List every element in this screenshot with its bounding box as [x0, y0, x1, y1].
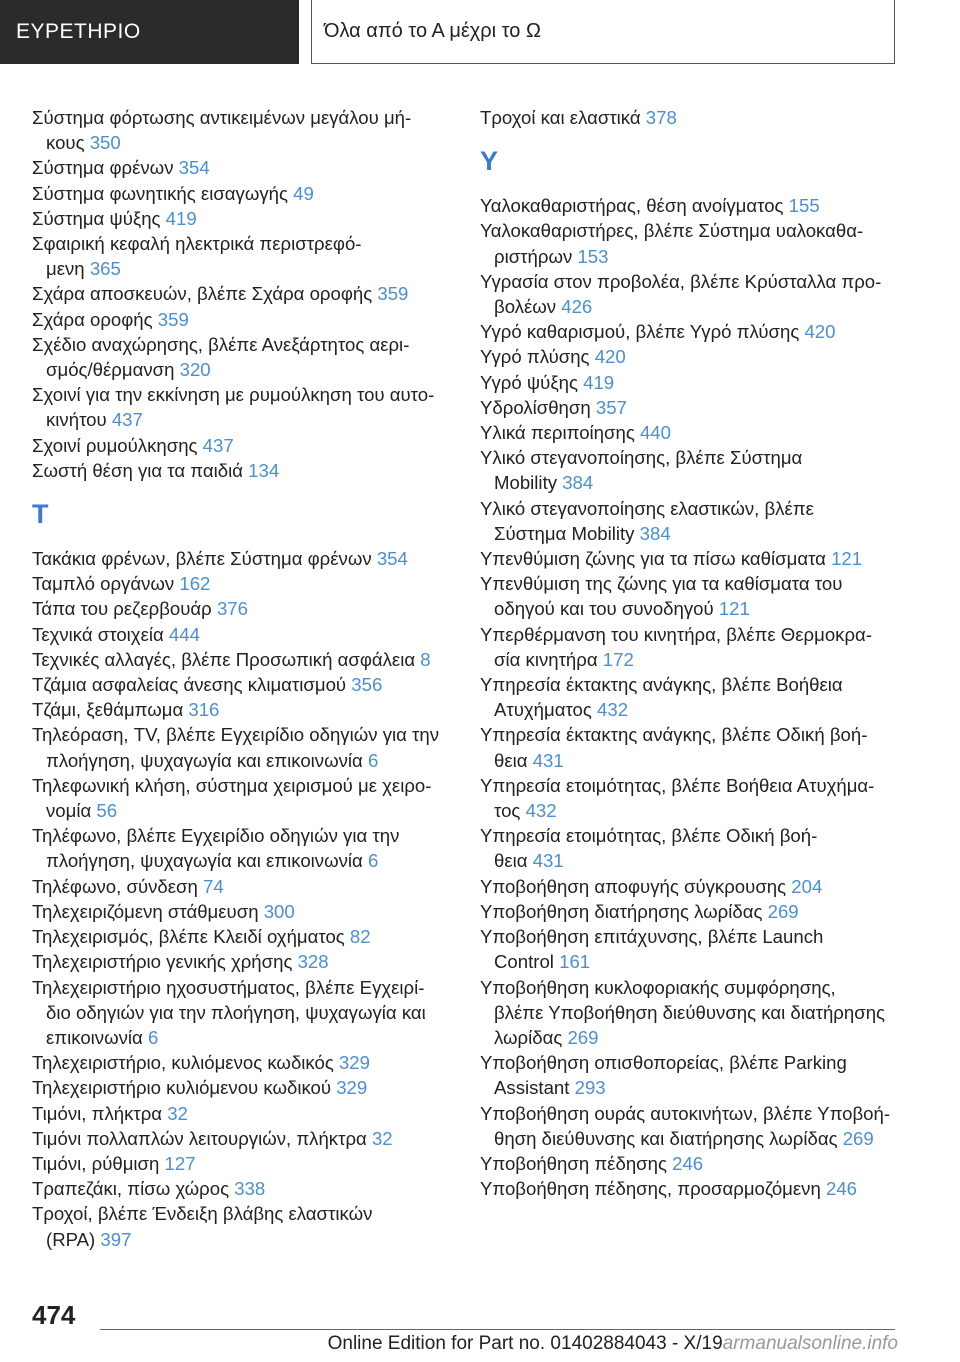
- page-reference-link[interactable]: 8: [420, 648, 431, 670]
- index-entry: [32, 1176, 452, 1201]
- page-reference-link[interactable]: 359: [157, 308, 189, 330]
- index-letter-heading: Τ: [32, 499, 49, 530]
- page-reference-link[interactable]: 354: [376, 548, 408, 570]
- entry-text: Σύστημα Mobility: [494, 522, 640, 544]
- page-reference-link[interactable]: 6: [367, 749, 379, 771]
- index-entry: [32, 823, 452, 873]
- entry-text: Υπηρεσία ετοιμότητας, βλέπε Βοήθεια Ατυχήμα-: [480, 774, 875, 796]
- entry-text: Σύστημα φωνητικής εισαγωγής: [32, 182, 294, 204]
- entry-text: Υποβοήθηση κυκλοφοριακής συμφόρησης,: [480, 976, 836, 998]
- index-entry: [480, 269, 900, 319]
- entry-text: επικοινωνία: [46, 1026, 148, 1048]
- index-entry: [32, 672, 452, 697]
- page-reference-link[interactable]: 431: [532, 850, 564, 872]
- page-reference-link[interactable]: 246: [672, 1152, 704, 1174]
- entry-text: Υποβοήθηση πέδησης, προσαρμοζόμενη: [480, 1178, 826, 1200]
- page-reference-link[interactable]: 437: [111, 409, 143, 431]
- page-reference-link[interactable]: 329: [338, 1052, 370, 1074]
- entry-text: κους: [46, 132, 90, 154]
- entry-text: τος: [494, 800, 526, 822]
- entry-text: βλέπε Υποβοήθηση διεύθυνσης και διατήρησης: [494, 1001, 885, 1023]
- entry-text: Σύστημα ψύξης: [32, 207, 166, 229]
- entry-text: Ατυχήματος: [494, 699, 598, 721]
- index-entry: [480, 370, 900, 395]
- index-entry: [480, 823, 900, 873]
- entry-text: Υαλοκαθαριστήρας, θέση ανοίγματος: [480, 195, 789, 217]
- page-reference-link[interactable]: 269: [842, 1127, 874, 1149]
- index-entry: [32, 155, 452, 180]
- entry-text: σμός/θέρμανση: [46, 359, 180, 381]
- entry-text: Τηλεχειριζόμενη στάθμευση: [32, 900, 264, 922]
- entry-text: θηση διεύθυνσης και διατήρησης λωρίδας: [494, 1127, 843, 1149]
- index-entry: [480, 496, 900, 546]
- index-entry: [32, 307, 452, 332]
- page-reference-link[interactable]: 420: [594, 346, 626, 368]
- index-entry: [32, 546, 452, 571]
- entry-text: Τιμόνι, πλήκτρα: [32, 1102, 168, 1124]
- entry-text: θεια: [494, 749, 533, 771]
- index-column-right: [480, 105, 900, 1201]
- entry-text: Υγρό πλύσης: [480, 346, 595, 368]
- index-entry: [480, 622, 900, 672]
- entry-text: σία κινητήρα: [494, 648, 603, 670]
- entry-text: Τάπα του ρεζερβουάρ: [32, 598, 217, 620]
- entry-text: Υποβοήθηση διατήρησης λωρίδας: [480, 900, 768, 922]
- entry-text: Σφαιρική κεφαλή ηλεκτρικά περιστρεφό-: [32, 233, 362, 255]
- index-entry: [480, 975, 900, 1051]
- entry-text: Τηλέφωνο, βλέπε Εγχειρίδιο οδηγιών για την: [32, 825, 400, 847]
- page-reference-link[interactable]: 32: [167, 1102, 188, 1124]
- entry-text: Σχέδιο αναχώρησης, βλέπε Ανεξάρτητος αερι-: [32, 333, 410, 355]
- index-entry: [32, 622, 452, 647]
- section-subtitle: Όλα από το Α μέχρι το Ω: [311, 0, 895, 64]
- index-entry: [32, 181, 452, 206]
- entry-text: Σχοινί ρυμούλκησης: [32, 434, 203, 456]
- page-reference-link[interactable]: 432: [597, 699, 629, 721]
- entry-text: νομία: [46, 800, 97, 822]
- index-entry: [32, 458, 452, 483]
- page-reference-link[interactable]: 300: [263, 900, 295, 922]
- page-reference-link[interactable]: 384: [562, 472, 594, 494]
- entry-text: Τηλεχειριστήριο γενικής χρήσης: [32, 951, 298, 973]
- index-entry: [480, 105, 900, 130]
- entry-text: Τζάμι, ξεθάμπωμα: [32, 699, 189, 721]
- index-entry: [480, 395, 900, 420]
- page-reference-link[interactable]: 82: [349, 926, 371, 948]
- page-reference-link[interactable]: 172: [602, 648, 634, 670]
- index-column-left: [32, 105, 452, 1252]
- page-reference-link[interactable]: 359: [377, 283, 409, 305]
- entry-text: Τεχνικές αλλαγές, βλέπε Προσωπική ασφάλεια: [32, 648, 421, 670]
- entry-text: Τηλεχειριστήριο κυλιόμενου κωδικού: [32, 1077, 337, 1099]
- index-entry: [32, 1101, 452, 1126]
- entry-text: Υποβοήθηση πέδησης: [480, 1152, 673, 1174]
- entry-text: Σωστή θέση για τα παιδιά: [32, 459, 249, 481]
- index-entry: [480, 924, 900, 974]
- entry-text: Υδρολίσθηση: [480, 396, 596, 418]
- footer-edition: [328, 1333, 898, 1355]
- index-entry: [32, 1151, 452, 1176]
- index-entry: [32, 874, 452, 899]
- entry-text: Assistant: [494, 1077, 575, 1099]
- entry-text: θεια: [494, 850, 533, 872]
- entry-text: Υπηρεσία έκτακτης ανάγκης, βλέπε Οδική βοή-: [480, 724, 868, 746]
- entry-text: Σχάρα οροφής: [32, 308, 158, 330]
- entry-text: πλοήγηση, ψυχαγωγία και επικοινωνία: [46, 850, 368, 872]
- page-reference-link[interactable]: 293: [574, 1077, 606, 1099]
- page-reference-link[interactable]: 246: [825, 1178, 858, 1200]
- index-entry: [480, 1050, 900, 1100]
- site-watermark: armanualsonline.info: [722, 1333, 898, 1354]
- index-entry: [32, 722, 452, 772]
- entry-text: Υπενθύμιση της ζώνης για τα καθίσματα του: [480, 573, 843, 595]
- page-reference-link[interactable]: 121: [718, 598, 750, 620]
- entry-text: Τηλεχειριστήριο, κυλιόμενος κωδικός: [32, 1052, 339, 1074]
- page-reference-link[interactable]: 431: [532, 749, 564, 771]
- entry-text: Τροχοί και ελαστικά: [480, 107, 646, 128]
- entry-text: Τηλεφωνική κλήση, σύστημα χειρισμού με χειρο-: [32, 774, 432, 796]
- index-entry: [480, 571, 900, 621]
- index-entry: [32, 647, 452, 672]
- index-entry: [480, 874, 900, 899]
- page-reference-link[interactable]: 357: [595, 396, 627, 418]
- index-entry: [32, 571, 452, 596]
- page-reference-link[interactable]: 204: [791, 875, 823, 897]
- index-entry: [32, 433, 452, 458]
- index-entry: [32, 773, 452, 823]
- entry-text: μενη: [46, 258, 90, 280]
- index-entry: [32, 1075, 452, 1100]
- index-entry: [32, 697, 452, 722]
- index-entry: [480, 420, 900, 445]
- index-entry: [32, 231, 452, 281]
- index-entry: [480, 1151, 900, 1176]
- index-entry: [480, 344, 900, 369]
- index-entry: [480, 1176, 900, 1201]
- index-entry: [32, 924, 452, 949]
- page-reference-link[interactable]: 32: [371, 1127, 393, 1149]
- edition-text: Online Edition for Part no. 01402884043 - X/19: [327, 1333, 723, 1354]
- entry-text: διο οδηγιών για την πλοήγηση, ψυχαγωγία και: [46, 1001, 426, 1023]
- page-number: 474: [32, 1300, 76, 1330]
- page-reference-link[interactable]: 440: [639, 422, 671, 444]
- entry-text: Υλικό στεγανοποίησης, βλέπε Σύστημα: [480, 447, 803, 469]
- page-reference-link[interactable]: 329: [336, 1077, 368, 1099]
- entry-text: ριστήρων: [494, 245, 578, 267]
- page-reference-link[interactable]: 432: [525, 800, 557, 822]
- entry-text: Τιμόνι, ρύθμιση: [32, 1152, 165, 1174]
- entry-text: Τραπεζάκι, πίσω χώρος: [32, 1178, 235, 1200]
- entry-text: Τακάκια φρένων, βλέπε Σύστημα φρένων: [32, 548, 377, 570]
- entry-text: οδηγού και του συνοδηγού: [494, 598, 719, 620]
- entry-text: Τηλεχειριστήριο ηχοσυστήματος, βλέπε Εγχειρί-: [32, 976, 425, 998]
- page-reference-link[interactable]: 134: [248, 459, 280, 481]
- entry-text: (RPA): [46, 1228, 101, 1250]
- page-reference-link[interactable]: 350: [89, 132, 121, 154]
- index-entry: [480, 193, 900, 218]
- page-reference-link[interactable]: 365: [89, 258, 121, 280]
- index-entry: [32, 206, 452, 231]
- page-reference-link[interactable]: 74: [203, 875, 224, 897]
- index-entry: [32, 1050, 452, 1075]
- page-reference-link[interactable]: 384: [639, 522, 671, 544]
- entry-text: Υλικά περιποίησης: [480, 422, 640, 444]
- page-reference-link[interactable]: 338: [234, 1178, 266, 1200]
- page-header: [0, 0, 960, 66]
- index-entry: [480, 1101, 900, 1151]
- index-entry: [480, 672, 900, 722]
- index-entry: [32, 105, 452, 155]
- page-reference-link[interactable]: 56: [96, 800, 118, 822]
- page-reference-link[interactable]: 320: [179, 359, 211, 381]
- page-reference-link[interactable]: 269: [567, 1026, 599, 1048]
- index-entry: [32, 332, 452, 382]
- page-reference-link[interactable]: 6: [367, 850, 379, 872]
- entry-text: Υπενθύμιση ζώνης για τα πίσω καθίσματα: [480, 548, 832, 570]
- page-reference-link[interactable]: 426: [561, 296, 593, 318]
- page-reference-link[interactable]: 354: [178, 157, 210, 179]
- entry-text: Σχοινί για την εκκίνηση με ρυμούλκηση του αυτο-: [32, 384, 435, 406]
- page-reference-link[interactable]: 153: [577, 245, 609, 267]
- index-entry: [32, 975, 452, 1051]
- entry-text: Σχάρα αποσκευών, βλέπε Σχάρα οροφής: [32, 283, 378, 305]
- entry-text: Υπηρεσία ετοιμότητας, βλέπε Οδική βοή-: [480, 825, 818, 847]
- entry-text: Τεχνικά στοιχεία: [32, 623, 169, 645]
- page-reference-link[interactable]: 269: [767, 900, 799, 922]
- page-reference-link[interactable]: 356: [351, 674, 383, 696]
- index-entry: [32, 596, 452, 621]
- entry-text: Υγρασία στον προβολέα, βλέπε Κρύσταλλα προ-: [480, 270, 882, 292]
- index-letter-heading: Υ: [480, 146, 499, 177]
- page-reference-link[interactable]: 161: [559, 951, 591, 973]
- page-reference-link[interactable]: 155: [788, 195, 820, 217]
- entry-text: Ταμπλό οργάνων: [32, 573, 180, 595]
- entry-text: Mobility: [494, 472, 563, 494]
- footer-divider: [100, 1329, 895, 1330]
- entry-text: Σύστημα φόρτωσης αντικειμένων μεγάλου μή-: [32, 107, 412, 128]
- index-entry: [32, 899, 452, 924]
- page-reference-link[interactable]: 328: [297, 951, 329, 973]
- entry-text: Υποβοήθηση οπισθοπορείας, βλέπε Parking: [480, 1052, 847, 1074]
- entry-text: Control: [494, 951, 560, 973]
- entry-text: βολέων: [494, 296, 562, 318]
- index-entry: [480, 445, 900, 495]
- page-reference-link[interactable]: 444: [168, 623, 200, 645]
- index-entry: [480, 319, 900, 344]
- entry-text: Υποβοήθηση επιτάχυνσης, βλέπε Launch: [480, 926, 824, 948]
- index-entry: [480, 218, 900, 268]
- page-reference-link[interactable]: 316: [188, 699, 220, 721]
- index-entry: [480, 546, 900, 571]
- index-entry: [32, 1126, 452, 1151]
- index-entry: [32, 382, 452, 432]
- entry-text: Τροχοί, βλέπε Ένδειξη βλάβης ελαστικών: [32, 1203, 373, 1225]
- entry-text: Υποβοήθηση αποφυγής σύγκρουσης: [480, 875, 792, 897]
- entry-text: Υποβοήθηση ουράς αυτοκινήτων, βλέπε Υποβοή-: [480, 1102, 891, 1124]
- page-reference-link[interactable]: 378: [645, 107, 677, 128]
- index-entry: [480, 722, 900, 772]
- entry-text: Τηλεόραση, TV, βλέπε Εγχειρίδιο οδηγιών για την: [32, 724, 440, 746]
- entry-text: Υαλοκαθαριστήρες, βλέπε Σύστημα υαλοκαθα-: [480, 220, 864, 242]
- page-reference-link[interactable]: 49: [293, 182, 314, 204]
- page-reference-link[interactable]: 437: [202, 434, 234, 456]
- page-reference-link[interactable]: 419: [583, 371, 615, 393]
- entry-text: κινήτου: [46, 409, 112, 431]
- entry-text: Τηλεχειρισμός, βλέπε Κλειδί οχήματος: [32, 926, 350, 948]
- entry-text: Τιμόνι πολλαπλών λειτουργιών, πλήκτρα: [32, 1127, 372, 1149]
- page-reference-link[interactable]: 6: [147, 1026, 159, 1048]
- entry-text: Τηλέφωνο, σύνδεση: [32, 875, 204, 897]
- index-entry: [32, 1201, 452, 1251]
- entry-text: Τζάμια ασφαλείας άνεσης κλιματισμού: [32, 674, 352, 696]
- page-reference-link[interactable]: 397: [100, 1228, 132, 1250]
- section-title: ΕΥΡΕΤΗΡΙΟ: [0, 0, 299, 64]
- page-reference-link[interactable]: 420: [804, 321, 836, 343]
- page-reference-link[interactable]: 127: [164, 1152, 196, 1174]
- entry-text: Υπηρεσία έκτακτης ανάγκης, βλέπε Βοήθεια: [480, 674, 843, 696]
- index-entry: [480, 773, 900, 823]
- index-entry: [480, 899, 900, 924]
- entry-text: λωρίδας: [494, 1026, 568, 1048]
- entry-text: Υγρό ψύξης: [480, 371, 584, 393]
- page-reference-link[interactable]: 376: [216, 598, 248, 620]
- entry-text: Υγρό καθαρισμού, βλέπε Υγρό πλύσης: [480, 321, 805, 343]
- page-reference-link[interactable]: 162: [179, 573, 211, 595]
- entry-text: Υπερθέρμανση του κινητήρα, βλέπε Θερμοκρα-: [480, 623, 872, 645]
- entry-text: Υλικό στεγανοποίησης ελαστικών, βλέπε: [480, 497, 814, 519]
- page-reference-link[interactable]: 419: [165, 207, 197, 229]
- index-entry: [32, 281, 452, 306]
- index-entry: [32, 949, 452, 974]
- entry-text: πλοήγηση, ψυχαγωγία και επικοινωνία: [46, 749, 368, 771]
- entry-text: Σύστημα φρένων: [32, 157, 179, 179]
- page-reference-link[interactable]: 121: [831, 548, 863, 570]
